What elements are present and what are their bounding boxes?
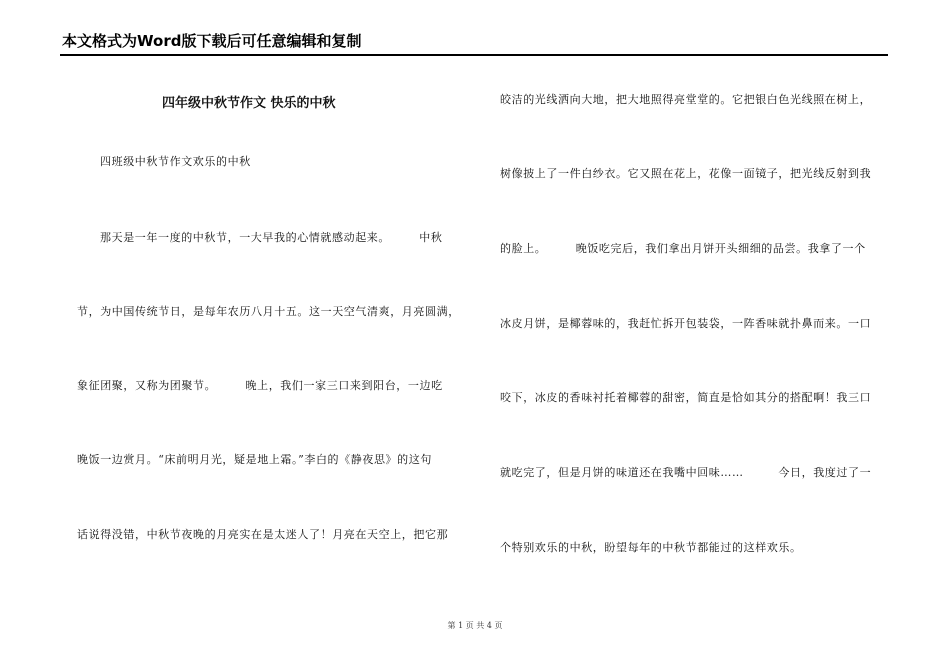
right-column-line: 咬下，冰皮的香味衬托着椰蓉的甜密，简直是恰如其分的搭配啊！我三口 xyxy=(500,391,872,404)
header-divider xyxy=(60,54,888,56)
left-column-line: 那天是一年一度的中秋节，一大早我的心情就感动起来。 中秋 xyxy=(100,231,443,244)
left-column-line: 话说得没错，中秋节夜晚的月亮实在是太迷人了！月亮在天空上，把它那 xyxy=(77,528,449,541)
document-header-banner: 本文格式为Word版下载后可任意编辑和复制 xyxy=(62,32,362,50)
right-column-line: 个特别欢乐的中秋，盼望每年的中秋节都能过的这样欢乐。 xyxy=(500,541,802,554)
right-column-line: 皎洁的光线洒向大地，把大地照得亮堂堂的。它把银白色光线照在树上， xyxy=(500,93,872,106)
left-column-line: 节，为中国传统节日，是每年农历八月十五。这一天空气清爽，月亮圆满， xyxy=(77,305,460,318)
left-column-line: 晚饭一边赏月。“床前明月光，疑是地上霜。”李白的《静夜思》的这句 xyxy=(77,453,432,466)
document-title: 四年级中秋节作文 快乐的中秋 xyxy=(162,96,336,111)
right-column-line: 树像披上了一件白纱衣。它又照在花上，花像一面镜子，把光线反射到我 xyxy=(500,167,872,180)
left-column-line: 象征团聚，又称为团聚节。 晚上，我们一家三口来到阳台，一边吃 xyxy=(77,379,443,392)
left-column-line: 四班级中秋节作文欢乐的中秋 xyxy=(100,155,251,168)
right-column-line: 的脸上。 晚饭吃完后，我们拿出月饼开头细细的品尝。我拿了一个 xyxy=(500,242,866,255)
page-number-footer: 第 1 页 共 4 页 xyxy=(447,621,503,630)
right-column-line: 就吃完了，但是月饼的味道还在我嘴中回味…… 今日，我度过了一 xyxy=(500,466,872,479)
right-column-line: 冰皮月饼，是椰蓉味的，我赶忙拆开包装袋，一阵香味就扑鼻而来。一口 xyxy=(500,317,872,330)
